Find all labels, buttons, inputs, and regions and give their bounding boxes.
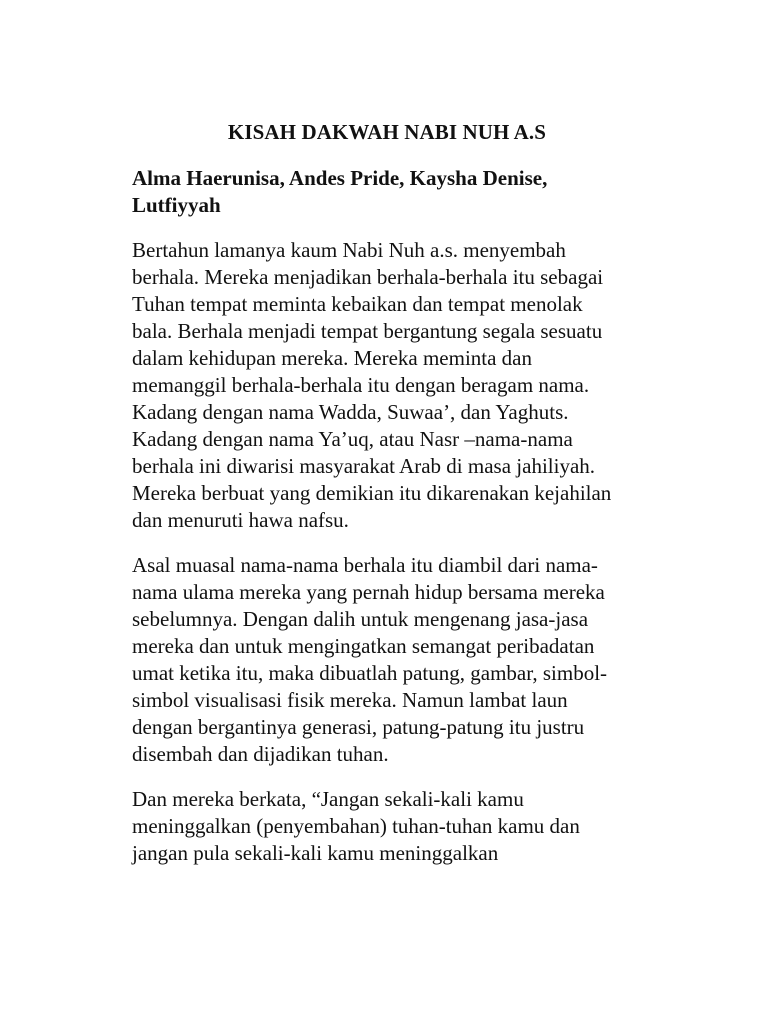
text-line: bala. Berhala menjadi tempat bergantung segala sesuatu (132, 319, 603, 343)
text-line: dengan bergantinya generasi, patung-patung itu justru (132, 715, 585, 739)
text-line: berhala. Mereka menjadikan berhala-berhala itu sebagai (132, 265, 604, 289)
document-title: KISAH DAKWAH NABI NUH A.S (227, 120, 547, 144)
text-line: Kadang dengan nama Ya’uq, atau Nasr –nama-nama (132, 427, 573, 451)
text-line: mereka dan untuk mengingatkan semangat peribadatan (132, 634, 595, 658)
paragraph-1 (132, 237, 642, 534)
author-line: Lutfiyyah (132, 193, 221, 217)
author-list (132, 165, 642, 219)
text-line: berhala ini diwarisi masyarakat Arab di masa jahiliyah. (132, 454, 596, 478)
author-line: Alma Haerunisa, Andes Pride, Kaysha Denise, (132, 166, 548, 190)
text-line: Mereka berbuat yang demikian itu dikarenakan kejahilan (132, 481, 612, 505)
text-line: meninggalkan (penyembahan) tuhan-tuhan kamu dan (132, 814, 580, 838)
text-line: Tuhan tempat meminta kebaikan dan tempat menolak (132, 292, 583, 316)
text-line: sebelumnya. Dengan dalih untuk mengenang jasa-jasa (132, 607, 589, 631)
text-line: Kadang dengan nama Wadda, Suwaa’, dan Yaghuts. (132, 400, 569, 424)
text-line: Dan mereka berkata, “Jangan sekali-kali kamu (132, 787, 524, 811)
text-line: disembah dan dijadikan tuhan. (132, 742, 389, 766)
text-line: memanggil berhala-berhala itu dengan beragam nama. (132, 373, 590, 397)
text-line: Asal muasal nama-nama berhala itu diambil dari nama- (132, 553, 598, 577)
text-line: dan menuruti hawa nafsu. (132, 508, 349, 532)
text-line: nama ulama mereka yang pernah hidup bersama mereka (132, 580, 605, 604)
paragraph-3 (132, 786, 642, 867)
text-line: Bertahun lamanya kaum Nabi Nuh a.s. menyembah (132, 238, 566, 262)
text-line: jangan pula sekali-kali kamu meninggalkan (132, 841, 499, 865)
document-content (132, 119, 642, 867)
text-line: simbol visualisasi fisik mereka. Namun lambat laun (132, 688, 568, 712)
text-line: umat ketika itu, maka dibuatlah patung, gambar, simbol- (132, 661, 608, 685)
text-line: dalam kehidupan mereka. Mereka meminta dan (132, 346, 533, 370)
paragraph-2 (132, 552, 642, 768)
